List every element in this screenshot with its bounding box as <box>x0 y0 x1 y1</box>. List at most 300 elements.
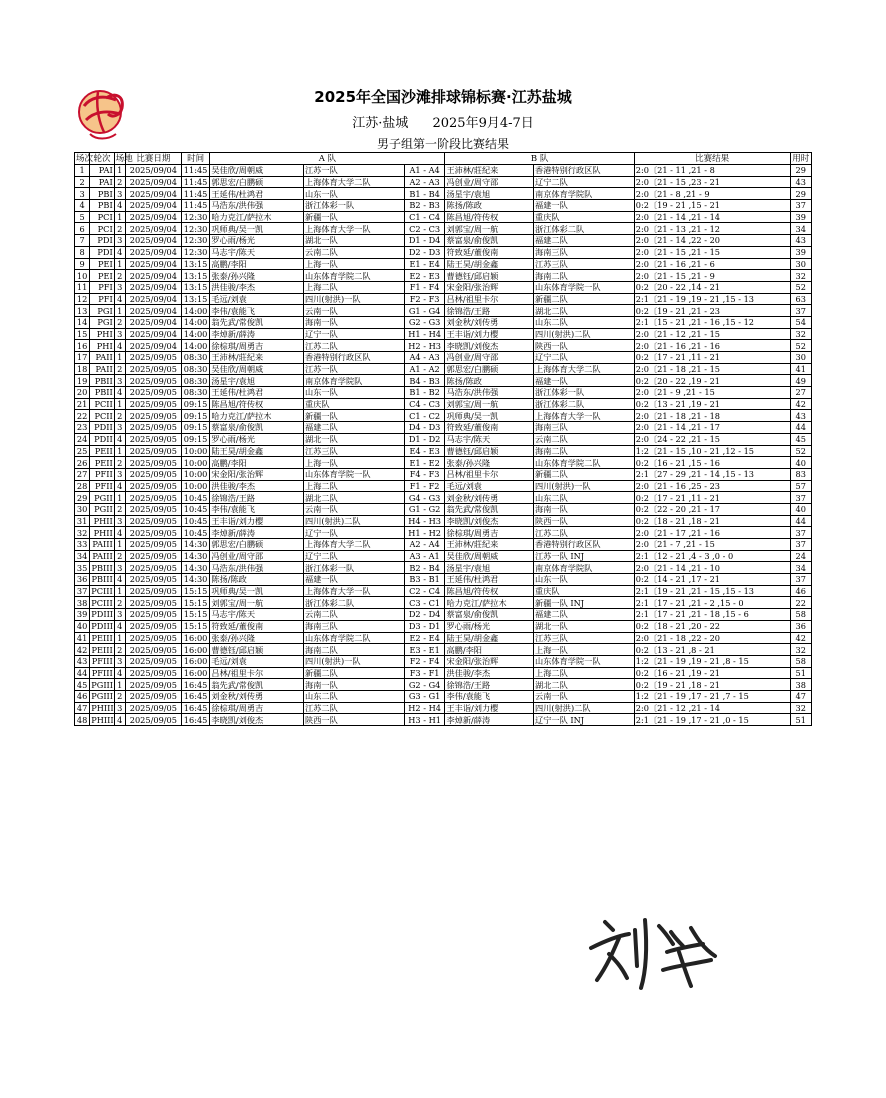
table-row <box>75 539 812 551</box>
round: PDIII <box>91 609 114 620</box>
team-b-players: 张泰/孙兴隆 <box>445 457 534 469</box>
table-row <box>75 305 812 317</box>
team-b-players: 吕林/祖里卡尔 <box>445 468 534 480</box>
team-a-players: 陈扬/陈政 <box>210 574 304 586</box>
time: 15:15 <box>181 620 210 632</box>
match-no: 3 <box>75 188 90 200</box>
duration: 37 <box>790 527 811 539</box>
team-a-players: 翁先武/常俊凯 <box>210 679 304 691</box>
date: 2025/09/05 <box>125 539 181 551</box>
location-date-line <box>0 112 886 131</box>
team-b-players: 李晓凯/刘俊杰 <box>445 515 534 527</box>
time: 14:30 <box>181 574 210 586</box>
duration: 22 <box>790 597 811 609</box>
time: 16:45 <box>181 690 210 702</box>
time: 16:00 <box>181 655 210 667</box>
duration: 32 <box>790 328 811 340</box>
team-b-name: 香港特别行政区队 <box>534 539 635 551</box>
result: 2:0〔21 - 14 ,21 - 10 <box>634 562 790 574</box>
seed-pairing: C1 - C2 <box>404 410 445 422</box>
table-row <box>75 235 812 247</box>
col-result: 比赛结果 <box>634 153 790 165</box>
round: PAIII <box>90 550 114 562</box>
team-a-name: 辽宁一队 <box>304 527 405 539</box>
date: 2025/09/05 <box>125 597 181 609</box>
team-a-name: 上海一队 <box>304 258 405 270</box>
table-row <box>75 340 812 352</box>
team-b-players: 李晓凯/刘俊杰 <box>445 340 534 352</box>
match-no: 14 <box>75 316 90 328</box>
team-b-name: 四川(射洪)一队 <box>534 480 635 492</box>
team-b-players: 高鹏/李阳 <box>445 644 534 656</box>
team-b-name: 江苏二队 <box>534 527 635 539</box>
table-row <box>75 165 812 177</box>
team-a-players: 洪佳骏/李杰 <box>210 480 304 492</box>
seed-pairing: D1 - D4 <box>404 235 445 247</box>
duration: 43 <box>790 410 811 422</box>
result: 0:2〔19 - 21 ,21 - 23 <box>634 305 790 317</box>
time: 14:30 <box>181 550 210 562</box>
team-b-name: 江苏三队 <box>534 258 635 270</box>
team-a-players: 张泰/孙兴隆 <box>210 270 304 282</box>
court: 2 <box>114 223 125 235</box>
date: 2025/09/05 <box>125 352 181 364</box>
match-no: 9 <box>75 258 90 270</box>
team-a-name: 四川(射洪)二队 <box>304 515 405 527</box>
match-no: 24 <box>75 433 90 445</box>
court: 2 <box>114 176 125 188</box>
seed-pairing: F1 - F2 <box>404 480 445 492</box>
team-b-name: 南京体育学院队 <box>534 562 635 574</box>
match-no: 16 <box>75 340 90 352</box>
table-row <box>75 328 812 340</box>
result: 2:0〔21 - 8 ,21 - 9 <box>634 188 790 200</box>
round: PHII <box>90 515 114 527</box>
team-a-players: 徐锦浩/王路 <box>210 492 304 504</box>
table-row <box>75 620 812 632</box>
round: PHIII <box>91 702 114 713</box>
match-no: 5 <box>75 211 90 223</box>
team-a-name: 上海体育大学一队 <box>304 585 405 597</box>
col-team-b: B 队 <box>445 153 634 165</box>
date: 2025/09/04 <box>125 328 181 340</box>
team-a-players: 李伟/袁能飞 <box>210 503 304 515</box>
table-row <box>75 515 812 527</box>
team-a-name: 江苏二队 <box>304 340 405 352</box>
match-no: 18 <box>75 363 90 375</box>
team-b-name: 海南二队 <box>534 445 635 457</box>
result: 2:1〔21 - 19 ,17 - 21 ,0 - 15 <box>634 714 790 726</box>
date: 2025/09/05 <box>125 387 181 399</box>
team-a-players: 毛远/刘袁 <box>210 293 304 305</box>
time: 16:00 <box>181 644 210 656</box>
team-a-players: 李焯新/薛涛 <box>210 527 304 539</box>
round: PEIII <box>91 644 113 655</box>
date: 2025/09/05 <box>125 433 181 445</box>
round: PBI <box>90 200 114 212</box>
team-a-name: 山东体育学院二队 <box>304 632 405 644</box>
duration: 42 <box>790 398 811 410</box>
team-b-name: 浙江体彩二队 <box>534 398 635 410</box>
duration: 29 <box>790 188 811 200</box>
result: 0:2〔13 - 21 ,19 - 21 <box>634 398 790 410</box>
time: 14:30 <box>181 562 210 574</box>
time: 16:45 <box>181 702 210 714</box>
time: 14:00 <box>181 328 210 340</box>
team-b-players: 蔡富泉/俞俊凯 <box>445 609 534 621</box>
date: 2025/09/05 <box>125 492 181 504</box>
round: PHIII <box>91 714 114 725</box>
team-a-players: 马浩东/洪伟强 <box>210 200 304 212</box>
match-no: 41 <box>75 632 90 644</box>
page-title: 2025年全国沙滩排球锦标赛·江苏盐城 <box>314 88 572 106</box>
team-a-players: 刘郭宝/周一航 <box>210 597 304 609</box>
date: 2025/09/05 <box>125 609 181 621</box>
signature <box>583 908 723 996</box>
team-b-name: 陕西一队 <box>534 515 635 527</box>
court: 2 <box>114 457 125 469</box>
team-a-players: 马志宇/陈天 <box>210 609 304 621</box>
team-a-players: 洪佳骏/李杰 <box>210 281 304 293</box>
date: 2025/09/04 <box>125 293 181 305</box>
table-row <box>75 702 812 714</box>
team-b-players: 罗心雨/杨光 <box>445 620 534 632</box>
team-b-name: 新疆二队 <box>534 468 635 480</box>
col-team-a: A 队 <box>210 153 445 165</box>
team-b-players: 王丰诣/刘力樱 <box>445 328 534 340</box>
round: PFIII <box>90 667 114 679</box>
seed-pairing: A1 - A4 <box>404 165 445 177</box>
team-b-players: 蔡富泉/俞俊凯 <box>445 235 534 247</box>
date: 2025/09/05 <box>125 363 181 375</box>
team-a-name: 山东体育学院一队 <box>304 468 405 480</box>
round: PAII <box>90 363 114 375</box>
match-no: 6 <box>75 223 90 235</box>
team-b-name: 海南三队 <box>534 246 635 258</box>
court: 1 <box>114 445 125 457</box>
team-a-players: 王沛林/莊紀来 <box>210 352 304 364</box>
seed-pairing: G4 - G3 <box>404 492 445 504</box>
team-a-name: 湖北一队 <box>304 235 405 247</box>
result: 2:0〔21 - 16 ,25 - 23 <box>634 480 790 492</box>
team-b-name: 香港特别行政区队 <box>534 165 635 177</box>
table-row <box>75 597 812 609</box>
match-no: 34 <box>75 550 90 562</box>
seed-pairing: A4 - A3 <box>404 352 445 364</box>
duration: 37 <box>790 305 811 317</box>
round: PBI <box>90 188 114 200</box>
team-a-players: 哈力克江/萨拉木 <box>210 211 304 223</box>
team-a-name: 云南二队 <box>304 609 405 621</box>
date: 2025/09/05 <box>125 667 181 679</box>
team-a-name: 新疆一队 <box>304 211 405 223</box>
table-row <box>75 188 812 200</box>
date: 2025/09/05 <box>125 445 181 457</box>
team-a-name: 江苏三队 <box>304 445 405 457</box>
duration: 27 <box>790 387 811 399</box>
duration: 24 <box>790 550 811 562</box>
seed-pairing: D2 - D4 <box>404 609 445 621</box>
round: PAI <box>90 165 114 177</box>
duration: 32 <box>790 702 811 714</box>
court: 4 <box>114 293 125 305</box>
match-no: 31 <box>75 515 90 527</box>
date: 2025/09/05 <box>125 562 181 574</box>
match-no: 44 <box>75 667 90 679</box>
team-a-name: 湖北二队 <box>304 492 405 504</box>
team-a-name: 湖北一队 <box>304 433 405 445</box>
table-row <box>75 714 812 726</box>
result: 0:2〔18 - 21 ,20 - 22 <box>634 620 790 632</box>
team-a-players: 汤星宇/袁旭 <box>210 375 304 387</box>
court: 3 <box>114 375 125 387</box>
time: 12:30 <box>181 235 210 247</box>
duration: 40 <box>790 457 811 469</box>
time: 16:00 <box>181 667 210 679</box>
event-dates: 2025年9月4-7日 <box>432 116 534 131</box>
team-a-name: 海南二队 <box>304 644 405 656</box>
round: PCII <box>90 410 114 422</box>
team-a-players: 巩师典/吴一凯 <box>210 585 304 597</box>
time: 10:45 <box>181 503 210 515</box>
table-row <box>75 550 812 562</box>
team-a-name: 香港特别行政区队 <box>304 352 405 364</box>
match-no: 4 <box>75 200 90 212</box>
duration: 44 <box>790 422 811 434</box>
team-b-players: 吴佳欣/周朝威 <box>445 550 534 562</box>
table-row <box>75 457 812 469</box>
court: 2 <box>114 363 125 375</box>
team-b-name: 四川(射洪)二队 <box>534 702 635 714</box>
court: 4 <box>114 620 125 632</box>
round: PGIII <box>91 691 114 702</box>
team-b-players: 刘郭宝/周一航 <box>445 398 534 410</box>
seed-pairing: B1 - B4 <box>404 188 445 200</box>
time: 09:15 <box>181 398 210 410</box>
team-b-players: 李焯新/薛涛 <box>445 714 534 726</box>
date: 2025/09/05 <box>125 714 181 726</box>
team-a-name: 新疆二队 <box>304 667 405 679</box>
result: 2:0〔21 - 18 ,22 - 20 <box>634 632 790 644</box>
time: 14:00 <box>181 340 210 352</box>
team-a-name: 上海体育大学二队 <box>304 539 405 551</box>
date: 2025/09/04 <box>125 316 181 328</box>
court: 4 <box>114 340 125 352</box>
team-b-players: 宋金阳/张治辉 <box>445 281 534 293</box>
team-a-name: 浙江体彩一队 <box>304 200 405 212</box>
result: 2:1〔27 - 29 ,21 - 14 ,15 - 13 <box>634 468 790 480</box>
round: PEII <box>90 457 114 469</box>
team-b-name: 湖北一队 <box>534 620 635 632</box>
table-row <box>75 281 812 293</box>
result: 2:0〔21 - 14 ,21 - 14 <box>634 211 790 223</box>
table-row <box>75 574 812 586</box>
match-no: 36 <box>75 574 90 586</box>
team-b-players: 符致延/董俊南 <box>445 246 534 258</box>
team-a-name: 山东二队 <box>304 690 405 702</box>
court: 2 <box>114 550 125 562</box>
duration: 57 <box>790 480 811 492</box>
time: 13:15 <box>181 258 210 270</box>
table-row <box>75 655 812 667</box>
court: 4 <box>114 480 125 492</box>
date: 2025/09/04 <box>125 340 181 352</box>
match-no: 37 <box>75 585 90 597</box>
round: PFIII <box>90 655 114 667</box>
team-b-players: 郭思宏/白鹏硕 <box>445 363 534 375</box>
team-a-players: 高鹏/李阳 <box>210 258 304 270</box>
col-match-no: 场次 <box>76 153 94 164</box>
team-a-name: 浙江体彩一队 <box>304 562 405 574</box>
team-b-players: 刘郭宝/周一航 <box>445 223 534 235</box>
team-a-players: 罗心雨/杨光 <box>210 235 304 247</box>
team-b-players: 刘金秋/刘传勇 <box>445 316 534 328</box>
duration: 58 <box>790 655 811 667</box>
table-row <box>75 503 812 515</box>
team-a-name: 云南二队 <box>304 246 405 258</box>
team-b-name: 福建二队 <box>534 609 635 621</box>
team-b-name: 山东二队 <box>534 316 635 328</box>
round: PFI <box>90 281 114 293</box>
team-b-name: 浙江体彩一队 <box>534 387 635 399</box>
team-a-name: 山东体育学院二队 <box>304 270 405 282</box>
table-row <box>75 223 812 235</box>
team-b-name: 重庆队 <box>534 211 635 223</box>
time: 10:45 <box>181 527 210 539</box>
team-a-players: 蔡富泉/俞俊凯 <box>210 422 304 434</box>
round: PCI <box>90 211 114 223</box>
date: 2025/09/05 <box>125 422 181 434</box>
round: PCIII <box>91 597 113 608</box>
team-b-name: 山东体育学院一队 <box>534 281 635 293</box>
date: 2025/09/05 <box>125 679 181 691</box>
round: PBII <box>90 375 114 387</box>
team-a-players: 陈昌旭/符传权 <box>210 398 304 410</box>
team-b-name: 重庆队 <box>534 585 635 597</box>
round: PFII <box>90 468 114 480</box>
result: 2:0〔21 - 7 ,21 - 15 <box>634 539 790 551</box>
team-a-players: 吕林/祖里卡尔 <box>210 667 304 679</box>
duration: 30 <box>790 352 811 364</box>
time: 09:15 <box>181 410 210 422</box>
team-a-players: 吴佳欣/周朝威 <box>210 165 304 177</box>
table-row <box>75 200 812 212</box>
result: 2:1〔15 - 21 ,21 - 16 ,15 - 12 <box>634 316 790 328</box>
court: 1 <box>114 539 125 551</box>
seed-pairing: H2 - H3 <box>404 340 445 352</box>
time: 16:45 <box>181 679 210 691</box>
round: PDII <box>90 422 114 434</box>
team-b-name: 湖北二队 <box>534 679 635 691</box>
court: 4 <box>114 714 125 726</box>
match-no: 20 <box>75 387 90 399</box>
col-date: 比赛日期 <box>125 153 181 165</box>
team-a-name: 陕西一队 <box>304 714 405 726</box>
seed-pairing: C2 - C3 <box>404 223 445 235</box>
seed-pairing: A1 - A2 <box>404 363 445 375</box>
team-b-players: 陆王昊/胡金鑫 <box>445 258 534 270</box>
team-a-players: 哈力克江/萨拉木 <box>210 410 304 422</box>
seed-pairing: F1 - F4 <box>404 281 445 293</box>
seed-pairing: E3 - E1 <box>404 644 445 656</box>
table-row <box>75 480 812 492</box>
match-no: 47 <box>75 702 90 714</box>
round: PEI <box>90 270 114 282</box>
table-row <box>75 609 812 621</box>
court: 2 <box>114 410 125 422</box>
seed-pairing: G1 - G4 <box>404 305 445 317</box>
date: 2025/09/05 <box>125 410 181 422</box>
duration: 45 <box>790 433 811 445</box>
court: 2 <box>114 316 125 328</box>
duration: 37 <box>790 200 811 212</box>
court: 3 <box>114 515 125 527</box>
time: 12:30 <box>181 223 210 235</box>
team-b-players: 王沛林/莊紀来 <box>445 539 534 551</box>
seed-pairing: B2 - B3 <box>404 200 445 212</box>
duration: 52 <box>790 281 811 293</box>
result: 2:1〔17 - 21 ,21 - 18 ,15 - 6 <box>634 609 790 621</box>
team-a-name: 新疆一队 <box>304 410 405 422</box>
table-row <box>75 316 812 328</box>
date: 2025/09/04 <box>125 258 181 270</box>
table-row <box>75 211 812 223</box>
round: PCII <box>90 398 114 410</box>
team-b-players: 翁先武/常俊凯 <box>445 503 534 515</box>
duration: 32 <box>790 644 811 656</box>
team-a-players: 巩师典/吴一凯 <box>210 223 304 235</box>
team-b-name: 辽宁一队 INJ <box>534 714 635 726</box>
duration: 47 <box>790 690 811 702</box>
duration: 34 <box>790 223 811 235</box>
team-b-name: 浙江体彩二队 <box>534 223 635 235</box>
seed-pairing: E1 - E4 <box>404 258 445 270</box>
time: 13:15 <box>181 281 210 293</box>
time: 10:45 <box>181 515 210 527</box>
round: PCI <box>90 223 114 235</box>
table-row <box>75 585 812 597</box>
round: PCIII <box>91 586 113 597</box>
seed-pairing: D1 - D2 <box>404 433 445 445</box>
team-b-name: 云南一队 <box>534 690 635 702</box>
court: 1 <box>114 352 125 364</box>
court: 4 <box>114 433 125 445</box>
round: PGII <box>90 492 114 504</box>
team-a-name: 重庆队 <box>304 398 405 410</box>
team-b-name: 上海二队 <box>534 667 635 679</box>
duration: 38 <box>790 679 811 691</box>
court: 1 <box>114 679 125 691</box>
court: 3 <box>114 281 125 293</box>
table-row <box>75 667 812 679</box>
duration: 30 <box>790 258 811 270</box>
team-b-name: 山东二队 <box>534 492 635 504</box>
time: 08:30 <box>181 363 210 375</box>
team-b-players: 王延伟/杜鸿君 <box>445 574 534 586</box>
date: 2025/09/05 <box>125 550 181 562</box>
result: 0:2〔19 - 21 ,18 - 21 <box>634 679 790 691</box>
table-row <box>75 258 812 270</box>
result: 1:2〔21 - 19 ,17 - 21 ,7 - 15 <box>634 690 790 702</box>
seed-pairing: F3 - F1 <box>404 667 445 679</box>
team-a-players: 宋金阳/张治辉 <box>210 468 304 480</box>
match-no: 40 <box>75 620 90 632</box>
table-row <box>75 352 812 364</box>
match-no: 12 <box>75 293 90 305</box>
time: 13:15 <box>181 293 210 305</box>
team-b-name: 海南一队 <box>534 503 635 515</box>
time: 11:45 <box>181 188 210 200</box>
